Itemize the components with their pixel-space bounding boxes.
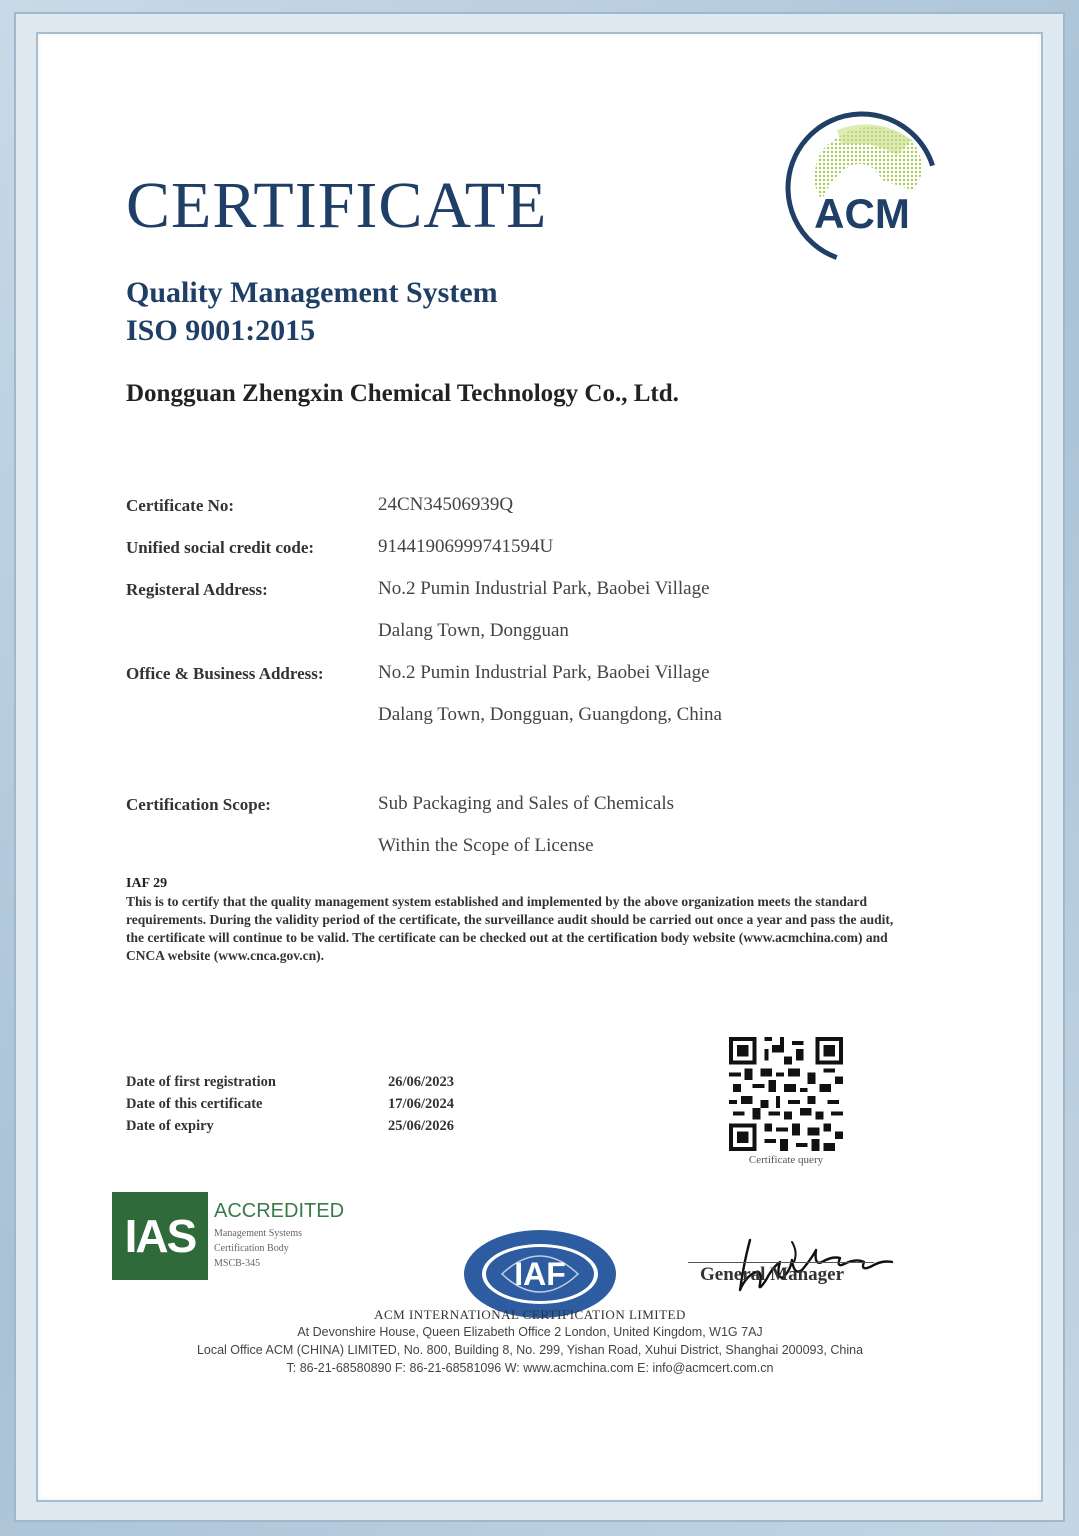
first-registration-label: Date of first registration (126, 1074, 276, 1090)
qr-code[interactable] (728, 1037, 844, 1151)
ias-sub-line3: MSCB-345 (214, 1258, 261, 1269)
ias-accredited-text: ACCREDITED (214, 1200, 345, 1222)
iaf-code: IAF 29 (126, 876, 168, 891)
ias-text: IAS (124, 1210, 196, 1262)
signature-title: General Manager (700, 1264, 845, 1285)
scope-line2: Within the Scope of License (378, 835, 594, 856)
certification-statement: This is to certify that the quality management system established and implemented by the above organization meets the standard requirements. During the validity period of the certificate, the surveillance audit should be carried out once a year and pass the audit, the certificate will continue to be valid. The certificate can be checked out at the certification body website (www.acmchina.com) and CNCA website (www.cnca.gov.cn). (126, 894, 894, 963)
signature-line (688, 1262, 874, 1263)
this-certificate-label: Date of this certificate (126, 1096, 263, 1112)
registered-address-line2: Dalang Town, Dongguan (378, 620, 569, 641)
credit-code-label: Unified social credit code: (126, 538, 315, 557)
footer-address-line1: At Devonshire House, Queen Elizabeth Office 2 London, United Kingdom, W1G 7AJ (297, 1325, 763, 1339)
system-heading (126, 274, 498, 350)
acm-logo (782, 110, 944, 270)
footer-contact-line: T: 86-21-68580890 F: 86-21-68581096 W: www.acmchina.com E: info@acmcert.com.cn (286, 1361, 774, 1375)
cert-no-value: 24CN34506939Q (378, 494, 514, 515)
ias-badge (112, 1192, 208, 1280)
first-registration-value: 26/06/2023 (388, 1074, 455, 1090)
expiry-label: Date of expiry (126, 1118, 214, 1134)
certificate-title: CERTIFICATE (126, 169, 548, 242)
footer-org-name: ACM INTERNATIONAL CERTIFICATION LIMITED (374, 1307, 686, 1322)
scope-line1: Sub Packaging and Sales of Chemicals (378, 793, 675, 814)
credit-code-value: 91441906999741594U (378, 536, 554, 557)
scope-label: Certification Scope: (126, 795, 271, 814)
office-address-line2: Dalang Town, Dongguan, Guangdong, China (378, 704, 722, 725)
this-certificate-value: 17/06/2024 (388, 1096, 455, 1112)
standard-name: ISO 9001:2015 (126, 314, 316, 347)
office-address-label: Office & Business Address: (126, 664, 324, 683)
system-name: Quality Management System (126, 276, 498, 309)
expiry-value: 25/06/2026 (388, 1118, 455, 1134)
footer-address-line2: Local Office ACM (CHINA) LIMITED, No. 800, Building 8, No. 299, Yishan Road, Xuhui District, Shanghai 200093, China (196, 1343, 864, 1357)
registered-address-label: Registeral Address: (126, 580, 268, 599)
iaf-logo-text: IAF (514, 1256, 566, 1292)
qr-caption: Certificate query (748, 1154, 824, 1166)
registered-address-line1: No.2 Pumin Industrial Park, Baobei Village (378, 578, 710, 599)
acm-logo-text: ACM (814, 190, 910, 237)
company-name: Dongguan Zhengxin Chemical Technology Co., Ltd. (126, 380, 679, 407)
ias-sub-line2: Certification Body (214, 1243, 289, 1254)
cert-no-label: Certificate No: (126, 496, 235, 515)
ias-subtext (214, 1226, 302, 1271)
office-address-line1: No.2 Pumin Industrial Park, Baobei Village (378, 662, 710, 683)
ias-sub-line1: Management Systems (214, 1228, 303, 1239)
